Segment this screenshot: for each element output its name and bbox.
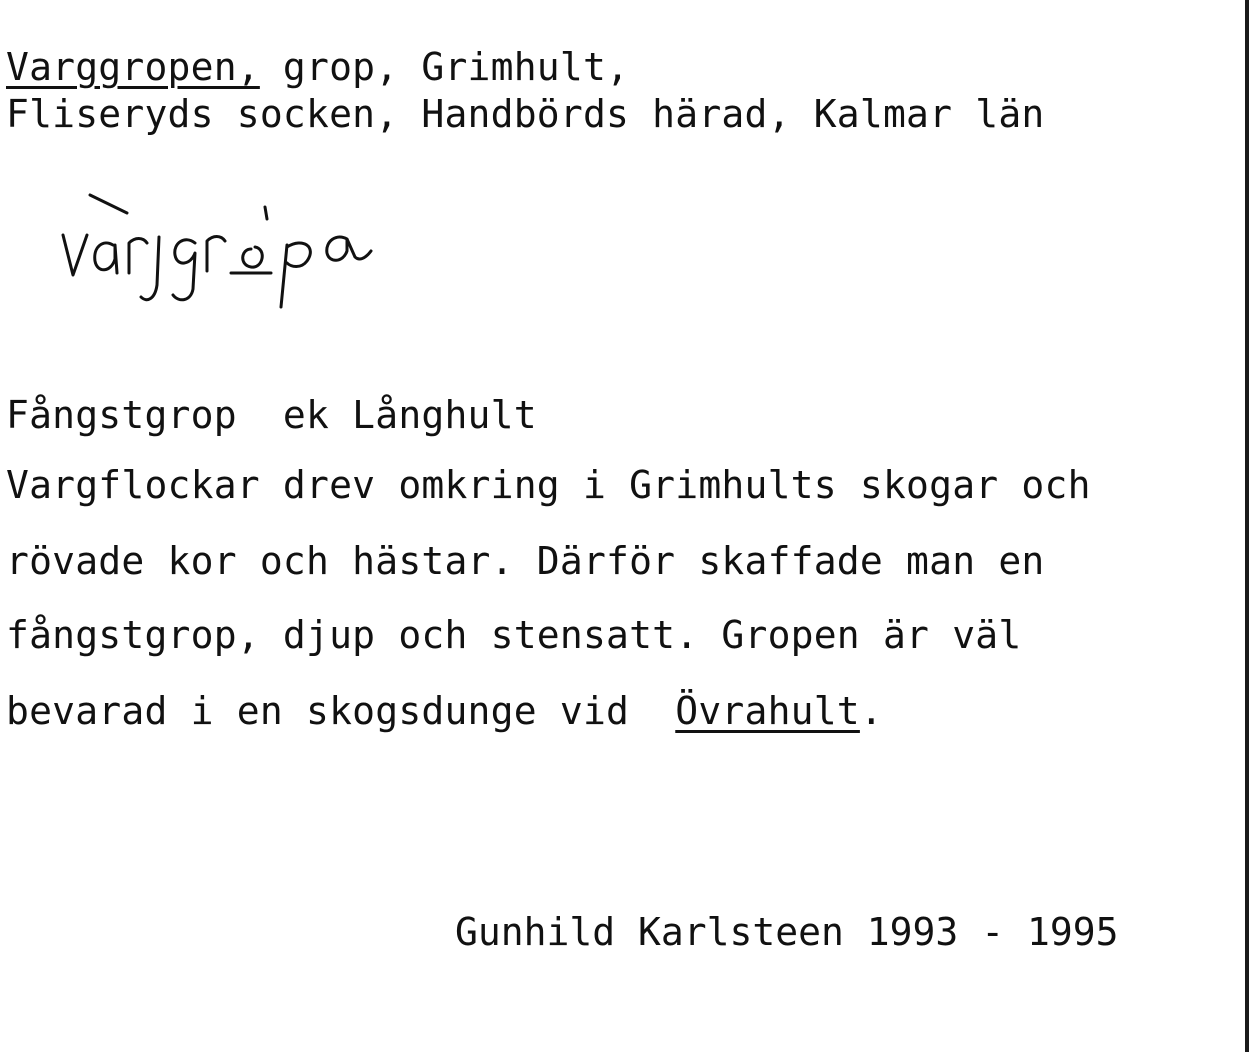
header-line-2: Fliseryds socken, Handbörds härad, Kalmar län: [6, 92, 1045, 136]
handwritten-pronunciation: [55, 185, 395, 315]
body-line-5-end: .: [859, 689, 883, 733]
card-edge-line: [1245, 0, 1249, 1052]
body-line-1: Fångstgrop ek Långhult: [6, 393, 537, 437]
body-line-2: Vargflockar drev omkring i Grimhults skogar och: [6, 463, 1091, 507]
body-line-4: fångstgrop, djup och stensatt. Gropen är väl: [6, 613, 1022, 657]
body-line-3: rövade kor och hästar. Därför skaffade man en: [6, 539, 1045, 583]
body-line-5: [6, 689, 883, 733]
place-name-underlined: Varggropen,: [6, 45, 260, 89]
place-name-ovrahult: Övrahult: [675, 689, 860, 733]
handwritten-pronunciation-drawing: [55, 185, 395, 315]
author-signature: Gunhild Karlsteen 1993 - 1995: [455, 910, 1119, 954]
header-line-1: [6, 45, 630, 89]
header-line-1-rest: grop, Grimhult,: [259, 45, 630, 89]
body-line-5-start: bevarad i en skogsdunge vid: [6, 689, 676, 733]
